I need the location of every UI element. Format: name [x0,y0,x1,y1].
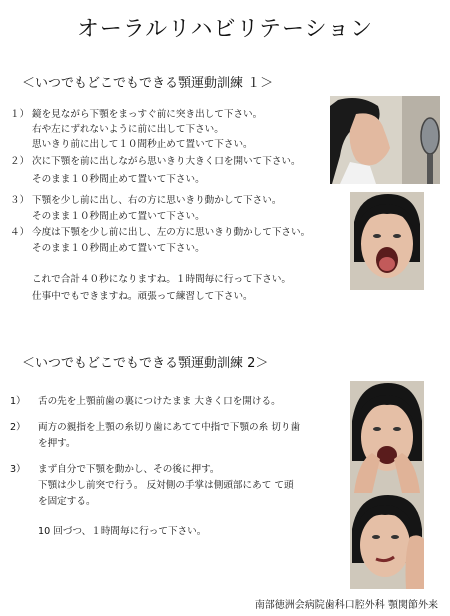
page-title: オーラルリハビリテーション [76,17,374,42]
s2-item1-num: 1） [10,396,26,407]
s2-item3-line1: まず自分で下顎を動かし、その後に押す。 [38,464,220,475]
face-fingers-illustration [350,381,424,493]
footer-clinic-name: 南部徳洲会病院歯科口腔外科 顎関節外来 [254,600,438,611]
photo-jaw-forward [330,96,440,184]
photo-hand-on-temple [350,493,424,589]
s2-item3-line2: 下顎は少し前突で行う。 反対側の手掌は側頭部にあて て頭 [38,480,294,491]
s2-closing-line1: 10 回づつ、１時間毎に行って下さい。 [38,526,207,537]
s1-item4-line1: 今度は下顎を少し前に出し、左の方に思いきり動かして下さい。 [32,227,311,238]
section1-heading: ＜いつでもどこでもできる顎運動訓練 １＞ [22,76,274,91]
s1-item1-line2: 右や左にずれないように前に出して下さい。 [32,124,224,135]
s1-item2-line2: そのまま１０秒間止めて置いて下さい。 [32,174,205,185]
s1-item4-line2: そのまま１０秒間止めて置いて下さい。 [32,243,205,254]
s2-item3-line3: を固定する。 [38,496,96,507]
s1-item4-num: ４） [10,227,30,238]
s2-item1-line1: 舌の先を上顎前歯の裏につけたまま 大きく口を開ける。 [38,396,281,407]
s1-closing-line2: 仕事中でもできますね。頑張って練習して下さい。 [32,291,253,302]
photo-finger-press [350,381,424,493]
s1-item2-num: ２） [10,156,30,167]
s1-item3-line2: そのまま１０秒間止めて置いて下さい。 [32,211,205,222]
s1-closing-line1: これで合計４０秒になりますね。１時間毎に行って下さい。 [32,274,292,285]
profile-face-illustration [330,96,440,184]
section2-heading: ＜いつでもどこでもできる顎運動訓練 2＞ [22,356,269,371]
s1-item1-line1: 鏡を見ながら下顎をまっすぐ前に突き出して下さい。 [32,109,263,120]
s1-item3-line1: 下顎を少し前に出し、右の方に思いきり動かして下さい。 [32,195,282,206]
s2-item2-num: 2） [10,422,26,433]
s2-item2-line1: 両方の親指を上顎の糸切り歯にあてて中指で下顎の糸 切り歯 [38,422,301,433]
s2-item2-line2: を押す。 [38,438,76,449]
s2-item3-num: 3） [10,464,26,475]
s1-item1-line3: 思いきり前に出して１０間秒止めて置いて下さい。 [32,139,253,150]
s1-item2-line1: 次に下顎を前に出しながら思いきり大きく口を開いて下さい。 [32,156,301,167]
photo-mouth-open [350,192,424,290]
s1-item1-num: １） [10,109,30,120]
face-open-mouth-illustration [350,192,424,290]
face-hand-illustration [350,493,424,589]
s1-item3-num: ３） [10,195,30,206]
